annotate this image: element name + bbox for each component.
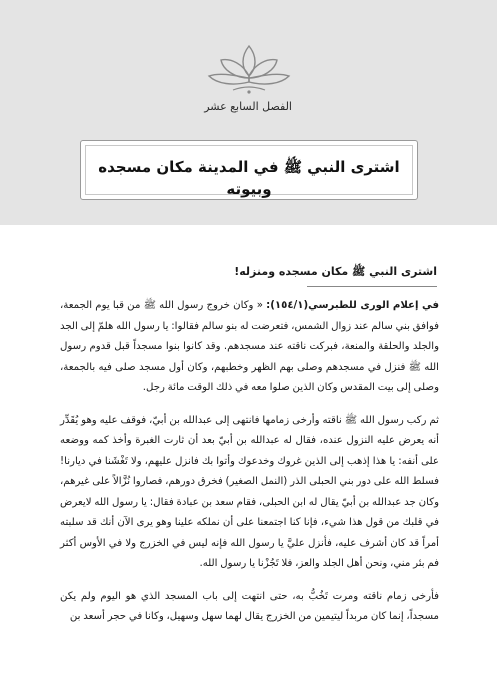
paragraph-3: فأرخى زمام ناقته ومرت تَخُبُّ به، حتى انتهت إلى باب المسجد الذي هو اليوم ولم يكن مسجداً، إنما كان مربداً ليتيمين من الخزرج يقال لهما سهل وسهيل، وكانا في حجر أسعد بن (60, 590, 439, 622)
paragraph-1-text: « وكان خروج رسول الله ﷺ من قبا يوم الجمعة، فوافق بني سالم عند زوال الشمس، فتعرضت له بنو سالم فقالوا: يا رسول الله هلمّ إلى الجد والجلد والحلقة والمنعة، فبركت ناقته عند مسجدهم. وقد كانوا بنوا مسجداً قبل قدوم رسول الله ﷺ فنزل في مسجدهم وصلى بهم الظهر وخطبهم، وكان أول مسجد صلى فيه بالجمعة، وصلى إلى بيت المقدس وكان الذين صلوا معه في ذلك الوقت مائة رجل. (60, 300, 439, 393)
chapter-label: الفصل السابع عشر (204, 100, 292, 113)
chapter-title-frame (80, 140, 418, 200)
source-reference: في إعلام الورى للطبرسي(١٥٤/١): (266, 300, 440, 311)
paragraph-1 (60, 296, 439, 399)
section-heading: اشترى النبي ﷺ مكان مسجده ومنزله! (234, 265, 437, 278)
lotus-ornament-icon (203, 42, 295, 98)
heading-underline (307, 286, 437, 287)
chapter-header-band (0, 0, 497, 225)
chapter-title: اشترى النبي ﷺ في المدينة مكان مسجده وبيوته (98, 158, 400, 198)
body-text (60, 296, 439, 628)
paragraph-2: ثم ركب رسول الله ﷺ ناقته وأرخى زمامها فانتهى إلى عبدالله بن أبيّ، فوقف عليه وهو يُقَدِّر أنه يعرض عليه النزول عنده، فقال له عبدالله بن أبيّ بعد أن ثارت الغبرة وأخذ كمه ووضعه على أنفه: يا هذا إذهب إلى الذين غروك وخدعوك وأتوا بك فانزل عليهم، ولا تَغْشَنا في ديارنا! فسلط الله على دور بني الحبلى الذر (النمل الصغير) فخرق دورهم، فصاروا نُزَّالاً على غيرهم، وكان جد عبدالله بن أبيّ يقال له ابن الحبلى، فقام سعد بن عبادة فقال: يا رسول الله لايعرض في قلبك من قول هذا شيء، فإنا كنا اجتمعنا على أن نملكه علينا وهو يرى الآن أنك قد سلبته أمراً قد كان أشرف عليه، فأنزل عليَّ يا رسول الله فإنه ليس في الخزرج ولا في الأوس أكثر فم بئر مني، ونحن أهل الجلد والعز، فلا تَجُزْنا يا رسول الله. (60, 414, 439, 569)
